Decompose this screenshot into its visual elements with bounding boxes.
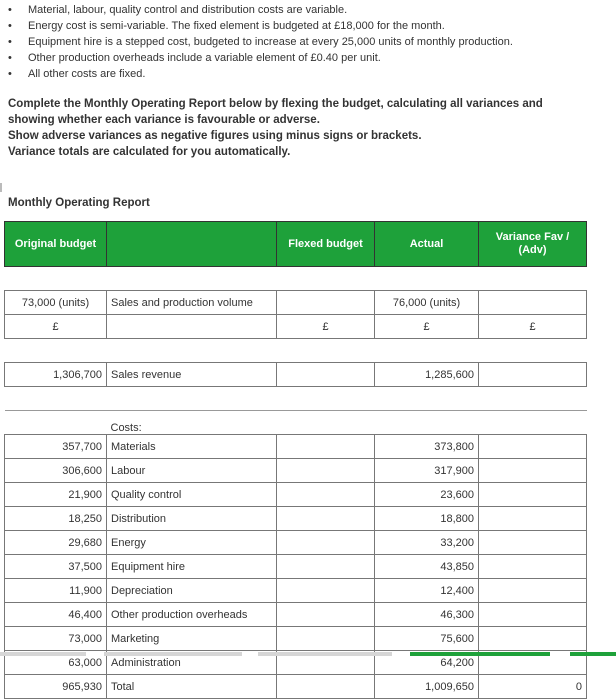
cost-variance-input[interactable] — [479, 579, 587, 603]
cost-actual: 43,850 — [375, 555, 479, 579]
cost-actual: 12,400 — [375, 579, 479, 603]
cost-actual: 18,800 — [375, 507, 479, 531]
volume-variance-cell — [479, 291, 587, 315]
cost-original: 21,900 — [5, 483, 107, 507]
revenue-flexed-input[interactable] — [277, 363, 375, 387]
cost-row — [5, 435, 587, 459]
bullet-item: • Energy cost is semi-variable. The fixed element is budgeted at £18,000 for the month. — [8, 18, 513, 34]
cost-flexed-input[interactable] — [277, 579, 375, 603]
cost-flexed-input[interactable] — [277, 459, 375, 483]
cost-original: 357,700 — [5, 435, 107, 459]
cost-label: Materials — [107, 435, 277, 459]
cost-original: 18,250 — [5, 507, 107, 531]
revenue-original: 1,306,700 — [5, 363, 107, 387]
currency-variance: £ — [479, 315, 587, 339]
cost-label: Distribution — [107, 507, 277, 531]
instruction-line: Complete the Monthly Operating Report below by flexing the budget, calculating all variances and — [8, 98, 543, 110]
volume-actual: 76,000 (units) — [375, 291, 479, 315]
cost-variance-input[interactable] — [479, 483, 587, 507]
report-title: Monthly Operating Report — [8, 197, 150, 209]
cost-actual: 373,800 — [375, 435, 479, 459]
volume-row — [5, 291, 587, 315]
bottom-tab[interactable] — [104, 652, 242, 656]
cost-variance-input[interactable] — [479, 531, 587, 555]
cost-row — [5, 483, 587, 507]
cost-flexed-input[interactable] — [277, 531, 375, 555]
bottom-tab[interactable] — [258, 652, 392, 656]
cost-label: Administration — [107, 651, 277, 675]
cost-label: Other production overheads — [107, 603, 277, 627]
instructions — [8, 96, 608, 160]
total-row — [5, 675, 587, 699]
currency-original: £ — [5, 315, 107, 339]
bullet-item: • All other costs are fixed. — [8, 66, 513, 82]
cost-row — [5, 603, 587, 627]
currency-actual: £ — [375, 315, 479, 339]
volume-label: Sales and production volume — [107, 291, 277, 315]
header-description — [107, 222, 277, 267]
bullet-list — [8, 2, 513, 82]
header-flexed-budget: Flexed budget — [277, 222, 375, 267]
cost-actual: 33,200 — [375, 531, 479, 555]
bottom-tab-active[interactable] — [410, 652, 550, 656]
currency-desc-cell — [107, 315, 277, 339]
cost-label: Labour — [107, 459, 277, 483]
cost-actual: 64,200 — [375, 651, 479, 675]
section-marker — [0, 183, 2, 192]
cost-flexed-input[interactable] — [277, 435, 375, 459]
cost-variance-input[interactable] — [479, 435, 587, 459]
cost-row — [5, 459, 587, 483]
cost-label: Marketing — [107, 627, 277, 651]
cost-actual: 317,900 — [375, 459, 479, 483]
header-variance: Variance Fav / (Adv) — [479, 222, 587, 267]
cost-variance-input[interactable] — [479, 627, 587, 651]
cost-flexed-input[interactable] — [277, 483, 375, 507]
header-original-budget: Original budget — [5, 222, 107, 267]
volume-original: 73,000 (units) — [5, 291, 107, 315]
cost-original: 29,680 — [5, 531, 107, 555]
cost-flexed-input[interactable] — [277, 627, 375, 651]
revenue-variance-input[interactable] — [479, 363, 587, 387]
bullet-item: • Material, labour, quality control and distribution costs are variable. — [8, 2, 513, 18]
cost-original: 11,900 — [5, 579, 107, 603]
currency-flexed: £ — [277, 315, 375, 339]
cost-variance-input[interactable] — [479, 603, 587, 627]
instruction-line: Show adverse variances as negative figures using minus signs or brackets. — [8, 130, 422, 142]
cost-row — [5, 579, 587, 603]
costs-heading-row — [5, 411, 587, 435]
cost-flexed-input[interactable] — [277, 603, 375, 627]
cost-variance-input[interactable] — [479, 459, 587, 483]
cost-row — [5, 555, 587, 579]
total-actual: 1,009,650 — [375, 675, 479, 699]
total-variance: 0 — [479, 675, 587, 699]
cost-flexed-input[interactable] — [277, 507, 375, 531]
bottom-tab[interactable] — [0, 652, 86, 656]
total-flexed-cell — [277, 675, 375, 699]
total-original: 965,930 — [5, 675, 107, 699]
cost-label: Equipment hire — [107, 555, 277, 579]
revenue-actual: 1,285,600 — [375, 363, 479, 387]
total-label: Total — [107, 675, 277, 699]
cost-actual: 46,300 — [375, 603, 479, 627]
costs-spacer — [5, 411, 107, 435]
instruction-line: Variance totals are calculated for you automatically. — [8, 146, 291, 158]
instruction-line: showing whether each variance is favourable or adverse. — [8, 114, 320, 126]
revenue-row — [5, 363, 587, 387]
cost-actual: 23,600 — [375, 483, 479, 507]
cost-variance-input[interactable] — [479, 507, 587, 531]
cost-original: 37,500 — [5, 555, 107, 579]
bullet-item: • Equipment hire is a stepped cost, budgeted to increase at every 25,000 units of monthly production. — [8, 34, 513, 50]
cost-original: 73,000 — [5, 627, 107, 651]
bottom-tab-active[interactable] — [570, 652, 616, 656]
cost-actual: 75,600 — [375, 627, 479, 651]
operating-report-table — [4, 221, 587, 699]
cost-flexed-input[interactable] — [277, 555, 375, 579]
cost-label: Energy — [107, 531, 277, 555]
cost-original: 306,600 — [5, 459, 107, 483]
volume-flexed-cell — [277, 291, 375, 315]
cost-original: 46,400 — [5, 603, 107, 627]
cost-label: Quality control — [107, 483, 277, 507]
bullet-item: • Other production overheads include a variable element of £0.40 per unit. — [8, 50, 513, 66]
cost-label: Depreciation — [107, 579, 277, 603]
cost-original: 63,000 — [5, 651, 107, 675]
cost-row — [5, 531, 587, 555]
cost-row — [5, 627, 587, 651]
currency-row — [5, 315, 587, 339]
header-actual: Actual — [375, 222, 479, 267]
costs-label: Costs: — [107, 411, 277, 435]
cost-variance-input[interactable] — [479, 555, 587, 579]
revenue-label: Sales revenue — [107, 363, 277, 387]
cost-row — [5, 507, 587, 531]
